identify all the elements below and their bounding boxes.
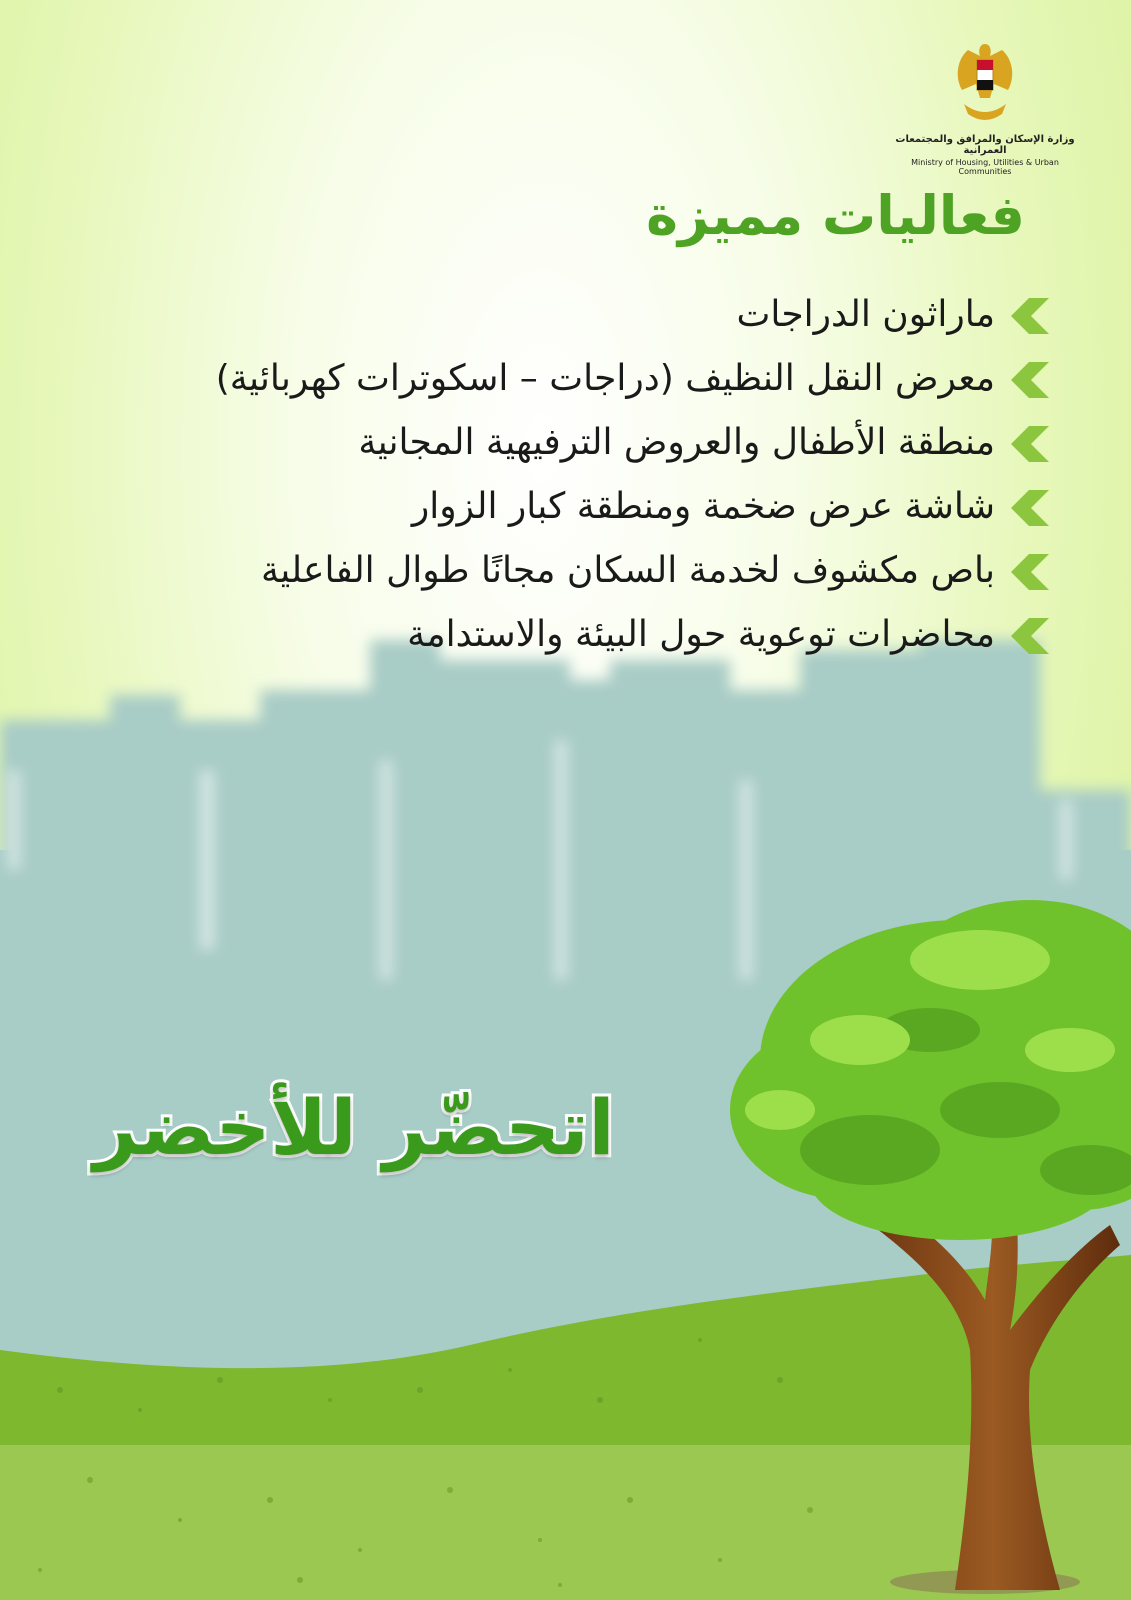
chevron-left-icon [1011,554,1049,590]
event-text: باص مكشوف لخدمة السكان مجانًا طوال الفاعلية [260,550,995,591]
chevron-left-icon [1011,426,1049,462]
event-text: شاشة عرض ضخمة ومنطقة كبار الزوار [411,486,995,527]
eagle-emblem-icon [950,38,1020,128]
event-text: منطقة الأطفال والعروض الترفيهية المجانية [358,422,995,463]
chevron-left-icon [1011,362,1049,398]
ministry-name-arabic: وزارة الإسكان والمرافق والمجتمعات العمرانية [895,134,1075,156]
ministry-name-english: Ministry of Housing, Utilities & Urban Communities [911,158,1059,176]
event-text: معرض النقل النظيف (دراجات – اسكوترات كهربائية) [215,358,995,399]
event-item [149,478,1049,536]
event-text: ماراثون الدراجات [736,294,995,335]
event-item [149,542,1049,600]
event-text: محاضرات توعوية حول البيئة والاستدامة [407,614,995,655]
section-title: فعاليات مميزة [646,184,1025,247]
events-list [149,286,1049,670]
event-item [149,350,1049,408]
event-item [149,414,1049,472]
campaign-slogan: اتحضّر للأخضر [93,1083,615,1172]
chevron-left-icon [1011,490,1049,526]
event-item [149,606,1049,664]
event-item [149,286,1049,344]
ministry-logo [885,38,1085,176]
chevron-left-icon [1011,618,1049,654]
chevron-left-icon [1011,298,1049,334]
